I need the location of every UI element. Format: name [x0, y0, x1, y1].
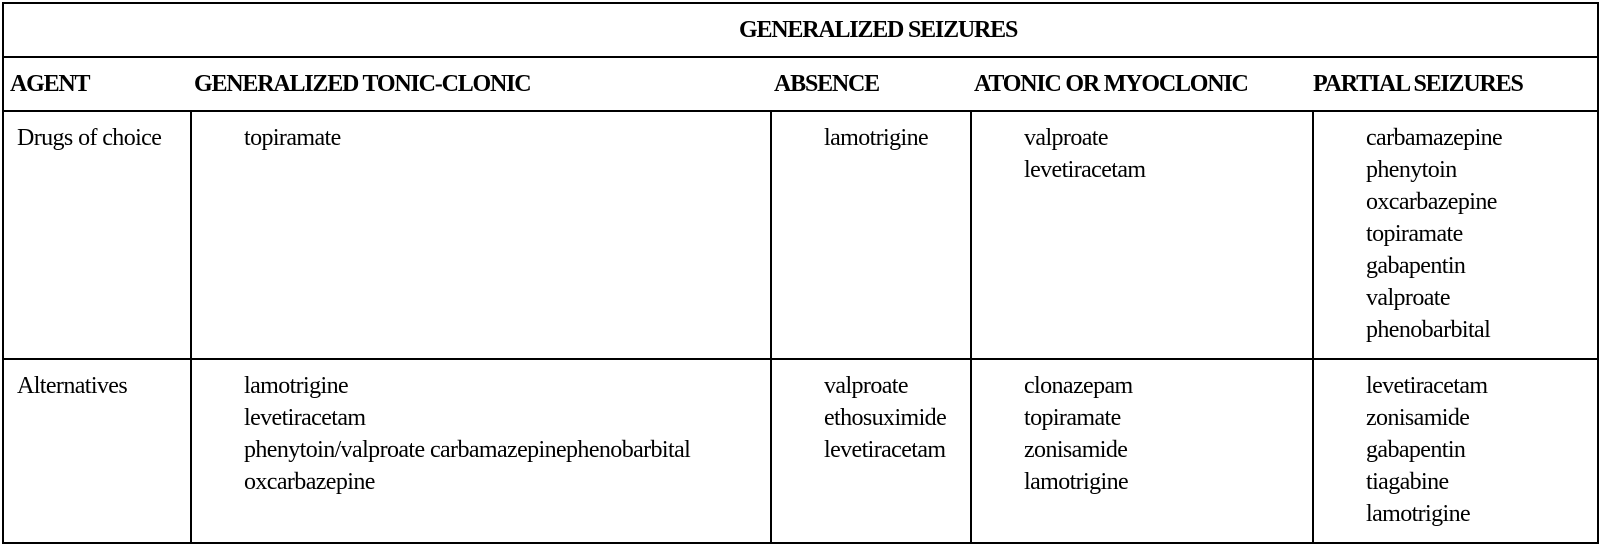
drug-name: valproate: [1366, 285, 1450, 311]
tonic-clonic-cell: [191, 111, 771, 359]
drug-list: [1314, 112, 1597, 346]
drug-name: gabapentin: [1366, 253, 1466, 279]
drug-list: [772, 360, 970, 466]
drug-list: [772, 112, 970, 154]
group-header-label: GENERALIZED SEIZURES: [739, 16, 1018, 43]
atonic-myoclonic-cell: [971, 111, 1313, 359]
drug-name: lamotrigine: [244, 373, 349, 399]
atonic-myoclonic-cell: [971, 359, 1313, 543]
drug-name: oxcarbazepine: [1366, 189, 1497, 215]
drug-name: topiramate: [244, 125, 341, 151]
group-header-cell: [3, 3, 1598, 57]
drug-name: zonisamide: [1366, 405, 1470, 431]
column-header-row: [3, 57, 1598, 111]
absence-cell: [771, 359, 971, 543]
tonic-clonic-cell: [191, 359, 771, 543]
partial-cell: [1313, 359, 1598, 543]
drug-name: phenytoin: [1366, 157, 1457, 183]
absence-cell: [771, 111, 971, 359]
drug-name: topiramate: [1366, 221, 1463, 247]
drug-name: tiagabine: [1366, 469, 1449, 495]
drug-name: levetiracetam: [1024, 157, 1146, 183]
drug-name: lamotrigine: [824, 125, 929, 151]
drug-list: [972, 112, 1312, 186]
drug-list: [192, 360, 770, 498]
column-header-agent: AGENT: [3, 57, 191, 111]
drug-list: [1314, 360, 1597, 530]
drug-name: ethosuximide: [824, 405, 947, 431]
seizure-drug-table: [2, 2, 1599, 544]
drug-name: lamotrigine: [1024, 469, 1129, 495]
drug-name: valproate: [1024, 125, 1108, 151]
drug-name: zonisamide: [1024, 437, 1128, 463]
drug-name: levetiracetam: [824, 437, 946, 463]
column-header-partial: PARTIAL SEIZURES: [1313, 57, 1598, 111]
agent-cell: Alternatives: [3, 359, 191, 543]
drug-name: gabapentin: [1366, 437, 1466, 463]
drug-name: levetiracetam: [244, 405, 366, 431]
drug-list: [192, 112, 770, 154]
drug-name: phenobarbital: [1366, 317, 1491, 343]
drug-name: oxcarbazepine: [244, 469, 375, 495]
group-header-row: [3, 3, 1598, 57]
agent-cell: Drugs of choice: [3, 111, 191, 359]
drug-name: carbamazepine: [1366, 125, 1503, 151]
table-row: [3, 359, 1598, 543]
drug-list: [972, 360, 1312, 498]
drug-name: topiramate: [1024, 405, 1121, 431]
table-row: [3, 111, 1598, 359]
drug-name: lamotrigine: [1366, 501, 1471, 527]
partial-cell: [1313, 111, 1598, 359]
column-header-atonic-myoclonic: ATONIC OR MYOCLONIC: [971, 57, 1313, 111]
drug-name: clonazepam: [1024, 373, 1133, 399]
drug-name: valproate: [824, 373, 908, 399]
column-header-absence: ABSENCE: [771, 57, 971, 111]
drug-name: phenytoin/valproate carbamazepinephenobarbital: [244, 437, 691, 463]
drug-name: levetiracetam: [1366, 373, 1488, 399]
column-header-tonic-clonic: GENERALIZED TONIC-CLONIC: [191, 57, 771, 111]
